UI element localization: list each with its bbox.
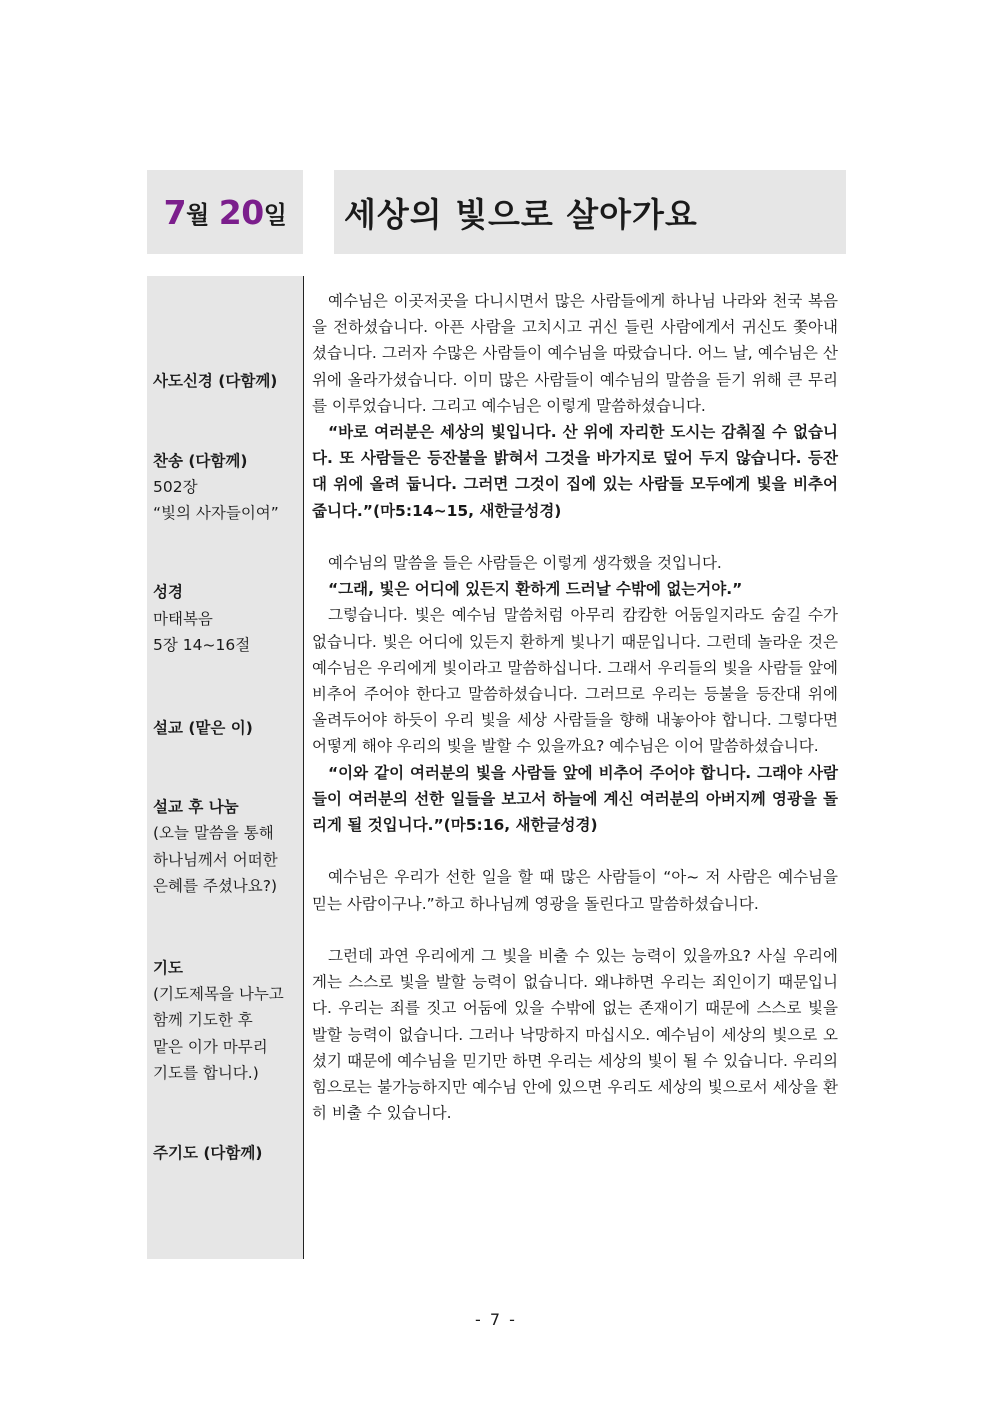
prayer-note-line-3: 맡은 이가 마무리 <box>153 1038 268 1056</box>
hymn-title: “빛의 사자들이여” <box>153 504 279 522</box>
paragraph-light: 그렇습니다. 빛은 예수님 말씀처럼 아무리 캄캄한 어둠일지라도 숨길 수가 없습니다. 빛은 어디에 있든지 환하게 빛나기 때문입니다. 그런데 놀라운 것은 예수님은 우리에게 빛이라고 말씀하십니다. 그래서 우리들의 빛을 사람들 앞에 비추어 주어야 한다고 말씀하셨습니다. 그러므로 우리는 등불을 등잔대 위에 올려두어야 하듯이 우리 빛을 세상 사람들을 향해 내놓아야 합니다. 그렇다면 어떻게 해야 우리의 빛을 발할 수 있을까요? 예수님은 이어 말씀하셨습니다. <box>312 606 838 756</box>
scripture-reference: 5장 14~16절 <box>153 636 251 654</box>
date-day-unit: 일 <box>263 200 287 229</box>
prayer-heading: 기도 <box>153 959 183 977</box>
creed-label: 사도신경 (다함께) <box>153 372 278 390</box>
prayer-note-line-2: 함께 기도한 후 <box>153 1011 253 1029</box>
people-quote: “그래, 빛은 어디에 있든지 환하게 드러날 수밖에 없는거야.” <box>328 580 743 599</box>
date-month: 7 <box>163 192 187 232</box>
scripture-quote-2: “이와 같이 여러분의 빛을 사람들 앞에 비추어 주어야 합니다. 그래야 사람들이 여러분의 선한 일들을 보고서 하늘에 계신 여러분의 아버지께 영광을 돌리게 될 것입니다.”(마5:16, 새한글성경) <box>312 763 838 835</box>
sharing-heading: 설교 후 나눔 <box>153 798 239 816</box>
scripture-heading: 성경 <box>153 583 183 601</box>
paragraph-people-thought: 예수님의 말씀을 들은 사람들은 이렇게 생각했을 것입니다. <box>328 554 722 573</box>
date-day: 20 <box>218 192 264 232</box>
paragraph-intro: 예수님은 이곳저곳을 다니시면서 많은 사람들에게 하나님 나라와 천국 복음을 전하셨습니다. 아픈 사람을 고치시고 귀신 들린 사람에게서 귀신도 쫓아내셨습니다. 그러자 수많은 사람들이 예수님을 따랐습니다. 어느 날, 예수님은 산 위에 올라가셨습니다. 이미 많은 사람들이 예수님의 말씀을 듣기 위해 큰 무리를 이루었습니다. 그리고 예수님은 이렇게 말씀하셨습니다. <box>312 292 838 415</box>
paragraph-conclusion: 그런데 과연 우리에게 그 빛을 비출 수 있는 능력이 있을까요? 사실 우리에게는 스스로 빛을 발할 능력이 없습니다. 왜냐하면 우리는 죄인이기 때문입니다. 우리는 죄를 짓고 어둠에 있을 수밖에 없는 존재이기 때문에 스스로 빛을 발할 능력이 없습니다. 그러나 낙망하지 마십시오. 예수님이 세상의 빛으로 오셨기 때문에 예수님을 믿기만 하면 우리는 세상의 빛이 될 수 있습니다. 우리의 힘으로는 불가능하지만 예수님 안에 있으면 우리도 세상의 빛으로서 세상을 환히 비출 수 있습니다. <box>312 947 838 1123</box>
lords-prayer-label: 주기도 (다함께) <box>153 1144 263 1162</box>
worship-order-sidebar <box>147 276 304 1259</box>
hymn-heading: 찬송 (다함께) <box>153 452 248 470</box>
sharing-note-line-2: 하나님께서 어떠한 <box>153 851 278 869</box>
scripture-book: 마태복음 <box>153 610 213 628</box>
hymn-number: 502장 <box>153 478 198 496</box>
paragraph-good-works: 예수님은 우리가 선한 일을 할 때 많은 사람들이 “아~ 저 사람은 예수님을 믿는 사람이구나.”하고 하나님께 영광을 돌린다고 말씀하셨습니다. <box>312 868 838 913</box>
date-box <box>147 170 303 254</box>
prayer-note-line-1: (기도제목을 나누고 <box>153 985 284 1003</box>
scripture-quote-1: “바로 여러분은 세상의 빛입니다. 산 위에 자리한 도시는 감춰질 수 없습니다. 또 사람들은 등잔불을 밝혀서 그것을 바가지로 덮어 두지 않습니다. 등잔대 위에 올려 둡니다. 그러면 그것이 집에 있는 사람들 모두에게 빛을 비추어 줍니다.”(마5:14~15, 새한글성경) <box>312 423 838 520</box>
sermon-body <box>312 288 838 1126</box>
sharing-note-line-1: (오늘 말씀을 통해 <box>153 824 274 842</box>
page-number: - 7 - <box>475 1310 517 1329</box>
date-month-unit: 월 <box>186 200 209 229</box>
sermon-label: 설교 (맡은 이) <box>153 719 253 737</box>
page-title: 세상의 빛으로 살아가요 <box>334 170 846 254</box>
prayer-note-line-4: 기도를 합니다.) <box>153 1064 259 1082</box>
sharing-note-line-3: 은혜를 주셨나요?) <box>153 877 278 895</box>
